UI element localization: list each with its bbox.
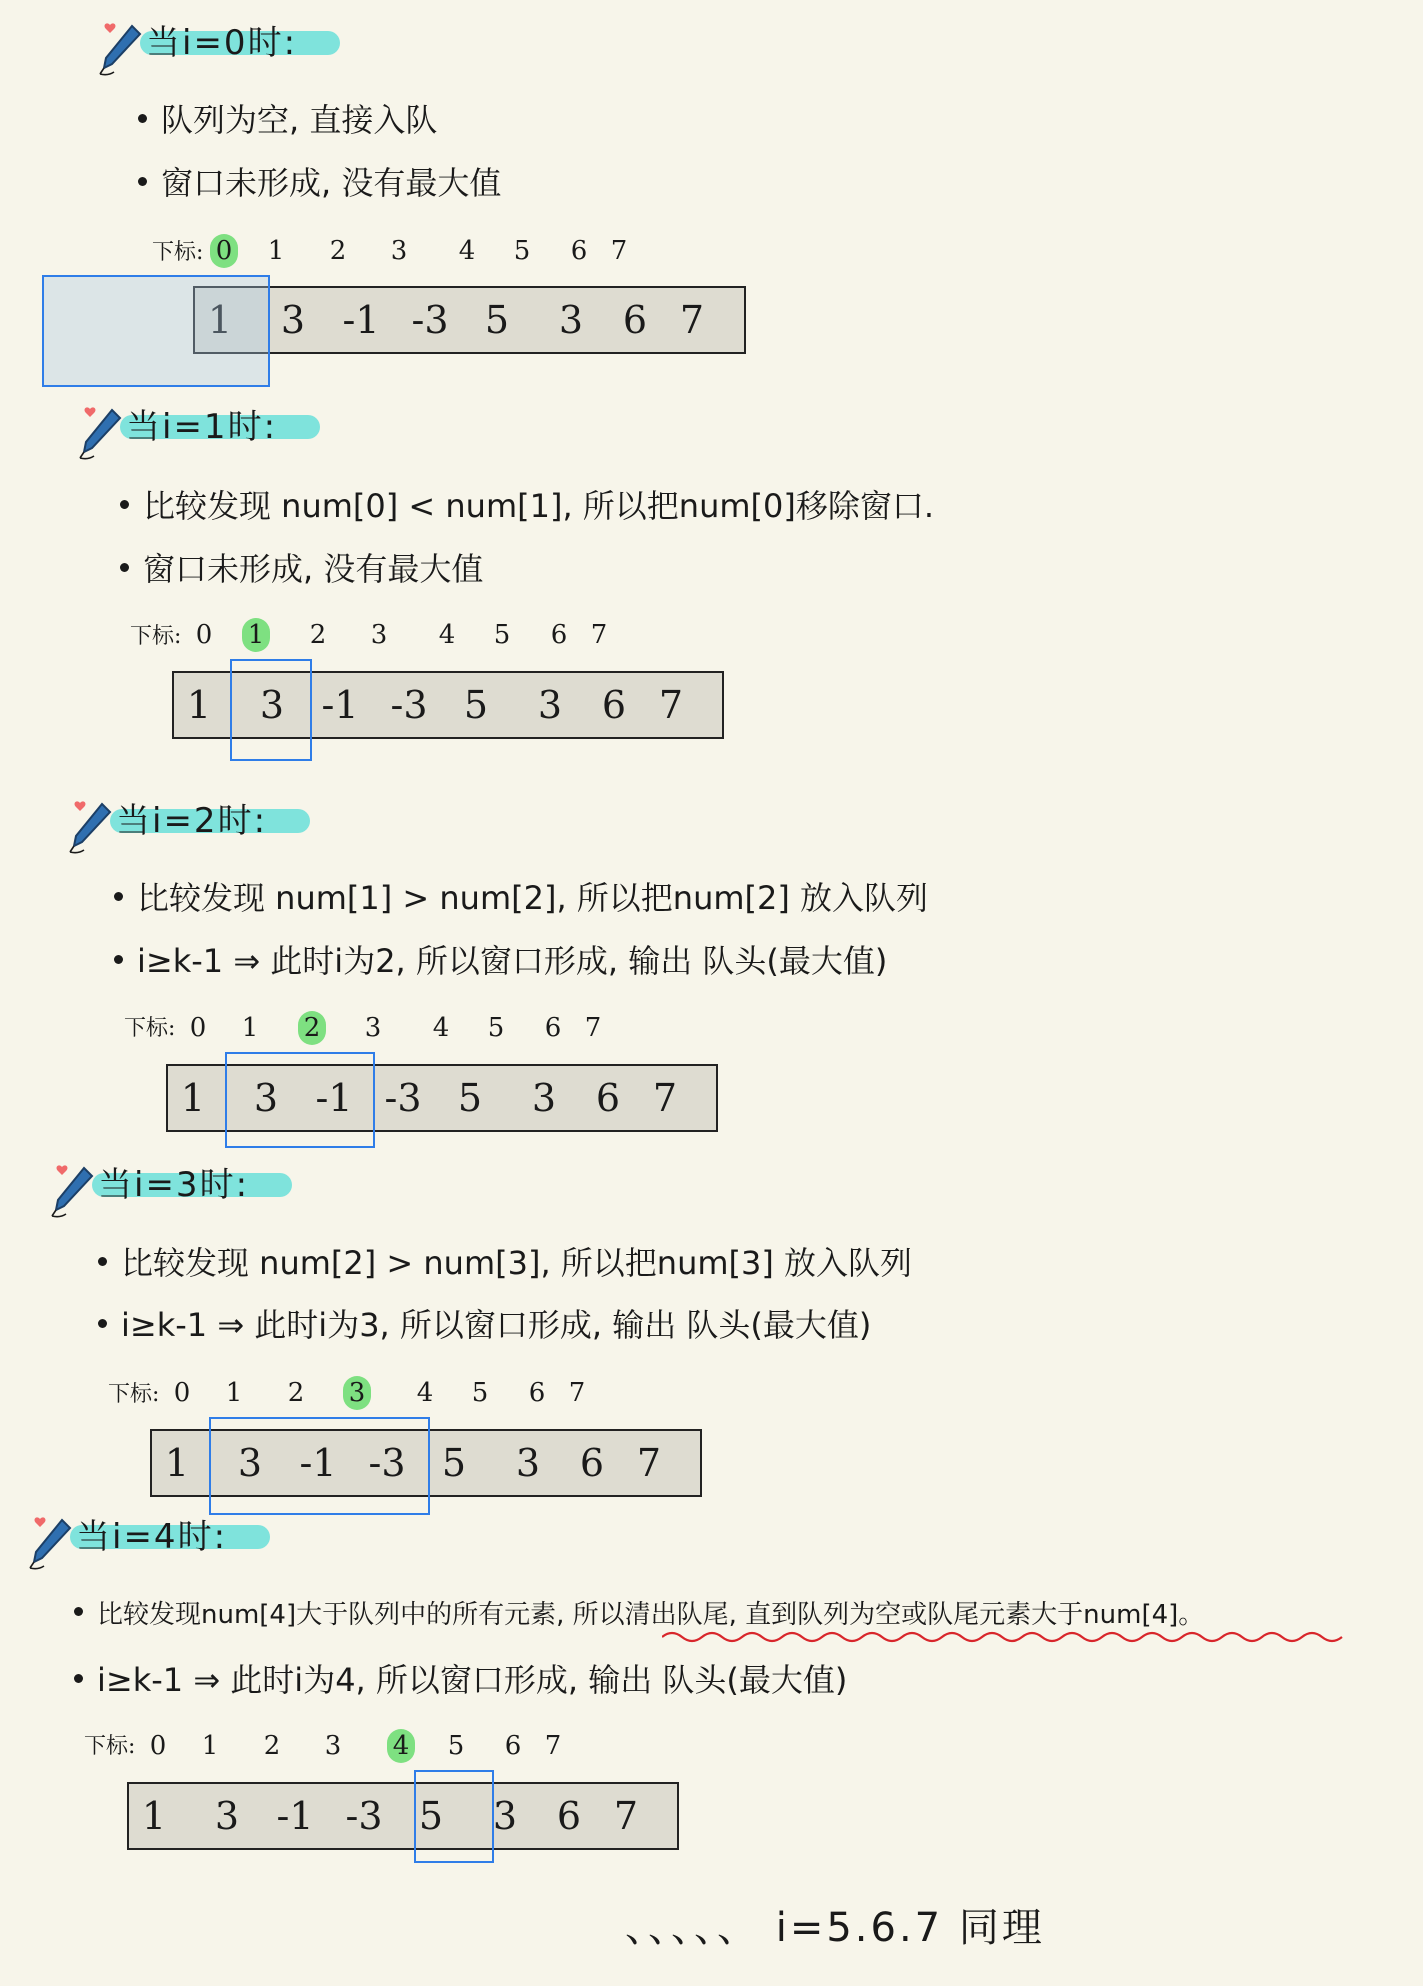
array-cell: 7: [658, 683, 684, 727]
array-cell: 5: [484, 298, 510, 342]
index-number: 0: [149, 1731, 167, 1761]
array-cell: 1: [164, 1441, 190, 1485]
sliding-window: [230, 659, 312, 761]
bullet-item: 比较发现 num[2] > num[3], 所以把num[3] 放入队列: [98, 1240, 912, 1286]
index-number: 6: [528, 1378, 546, 1408]
index-number: 5: [471, 1378, 489, 1408]
step-title: 当i=3时:: [98, 1165, 250, 1205]
array-cell: 3: [492, 1794, 518, 1838]
index-number: 3: [390, 236, 408, 266]
sliding-window: [414, 1770, 494, 1863]
array-cell: 5: [441, 1441, 467, 1485]
index-number: 0: [173, 1378, 191, 1408]
index-number-active: 3: [343, 1376, 371, 1410]
index-number: 7: [544, 1731, 562, 1761]
array-cell: 6: [579, 1441, 605, 1485]
index-number: 6: [504, 1731, 522, 1761]
index-number: 1: [267, 236, 285, 266]
bullet-item: i≥k-1 ⇒ 此时i为4, 所以窗口形成, 输出 队头(最大值): [74, 1657, 847, 1703]
index-number: 5: [493, 620, 511, 650]
bullet-item: 窗口未形成, 没有最大值: [120, 546, 483, 592]
array-cell: -1: [321, 683, 359, 727]
array-cell: 6: [595, 1076, 621, 1120]
bullet-dot: [114, 892, 123, 901]
sliding-window: [209, 1417, 430, 1515]
bullet-item: i≥k-1 ⇒ 此时i为2, 所以窗口形成, 输出 队头(最大值): [114, 938, 887, 984]
bullet-item: 队列为空, 直接入队: [138, 97, 437, 143]
array-cell: 3: [237, 1441, 263, 1485]
index-number: 3: [324, 1731, 342, 1761]
array-cell: -1: [299, 1441, 337, 1485]
array-cell: -3: [411, 298, 449, 342]
index-label: 下标:: [108, 1382, 160, 1407]
index-number-active: 1: [242, 618, 270, 652]
bullet-dot: [74, 1607, 83, 1616]
step-title: 当i=1时:: [126, 407, 278, 447]
index-number: 6: [550, 620, 568, 650]
bullet-item: 比较发现 num[1] > num[2], 所以把num[2] 放入队列: [114, 875, 928, 921]
index-number: 2: [309, 620, 327, 650]
index-number: 4: [438, 620, 456, 650]
index-number: 0: [195, 620, 213, 650]
array-cell: 3: [537, 683, 563, 727]
array-cell: -1: [276, 1794, 314, 1838]
array-cell: -3: [345, 1794, 383, 1838]
array-cell: 5: [463, 683, 489, 727]
index-number: 1: [241, 1013, 259, 1043]
array-cell: 1: [180, 1076, 206, 1120]
index-number: 6: [570, 236, 588, 266]
array-cell: 7: [652, 1076, 678, 1120]
step-title: 当i=4时:: [76, 1517, 228, 1557]
index-number: 4: [416, 1378, 434, 1408]
bullet-dot: [74, 1674, 83, 1683]
step-title: 当i=2时:: [116, 801, 268, 841]
array-cell: 6: [601, 683, 627, 727]
array-cell: 7: [679, 298, 705, 342]
array-cell: 1: [186, 683, 212, 727]
array-cell: -1: [315, 1076, 353, 1120]
index-label: 下标:: [124, 1016, 176, 1041]
step-title: 当i=0时:: [146, 23, 298, 63]
index-number: 2: [263, 1731, 281, 1761]
index-number: 7: [584, 1013, 602, 1043]
bullet-dot: [120, 500, 129, 509]
array-cell: -3: [390, 683, 428, 727]
array-cell: -3: [384, 1076, 422, 1120]
array-box: [193, 286, 746, 354]
index-number: 7: [590, 620, 608, 650]
array-cell: 6: [622, 298, 648, 342]
bullet-dot: [114, 955, 123, 964]
footer-note: 、、、、、 i=5.6.7 同理: [625, 1905, 1045, 1951]
index-number: 1: [201, 1731, 219, 1761]
index-number: 2: [287, 1378, 305, 1408]
index-number: 1: [225, 1378, 243, 1408]
bullet-dot: [138, 177, 147, 186]
array-cell: 3: [253, 1076, 279, 1120]
array-cell: 1: [207, 298, 233, 342]
index-number-active: 0: [210, 234, 238, 268]
index-number-active: 2: [298, 1011, 326, 1045]
bullet-dot: [138, 114, 147, 123]
array-cell: 1: [141, 1794, 167, 1838]
array-box: [127, 1782, 679, 1850]
bullet-dot: [98, 1257, 107, 1266]
index-number: 5: [513, 236, 531, 266]
index-number: 7: [568, 1378, 586, 1408]
index-number: 5: [447, 1731, 465, 1761]
index-number: 0: [189, 1013, 207, 1043]
index-number: 6: [544, 1013, 562, 1043]
index-number: 5: [487, 1013, 505, 1043]
array-cell: 3: [515, 1441, 541, 1485]
index-number: 4: [458, 236, 476, 266]
bullet-dot: [120, 563, 129, 572]
array-cell: 5: [457, 1076, 483, 1120]
array-cell: 3: [214, 1794, 240, 1838]
bullet-item: 比较发现num[4]大于队列中的所有元素, 所以清出队尾, 直到队列为空或队尾元素大于num[4]。: [74, 1592, 1204, 1638]
index-number-active: 4: [387, 1729, 415, 1763]
array-cell: 3: [280, 298, 306, 342]
array-cell: 5: [418, 1794, 444, 1838]
bullet-dot: [98, 1319, 107, 1328]
array-cell: -3: [368, 1441, 406, 1485]
array-cell: 3: [531, 1076, 557, 1120]
bullet-item: 比较发现 num[0] < num[1], 所以把num[0]移除窗口.: [120, 483, 934, 529]
array-cell: 3: [558, 298, 584, 342]
index-number: 7: [610, 236, 628, 266]
index-number: 4: [432, 1013, 450, 1043]
array-cell: 6: [556, 1794, 582, 1838]
array-cell: -1: [342, 298, 380, 342]
wavy-underline: [662, 1628, 1352, 1646]
index-number: 2: [329, 236, 347, 266]
sliding-window: [225, 1052, 375, 1148]
bullet-item: i≥k-1 ⇒ 此时i为3, 所以窗口形成, 输出 队头(最大值): [98, 1302, 871, 1348]
bullet-item: 窗口未形成, 没有最大值: [138, 160, 501, 206]
index-number: 3: [364, 1013, 382, 1043]
index-label: 下标:: [130, 624, 182, 649]
sliding-window: [42, 275, 270, 387]
array-cell: 7: [613, 1794, 639, 1838]
index-number: 3: [370, 620, 388, 650]
index-label: 下标:: [84, 1734, 136, 1759]
index-label: 下标:: [152, 240, 204, 265]
array-cell: 7: [636, 1441, 662, 1485]
array-cell: 3: [259, 683, 285, 727]
